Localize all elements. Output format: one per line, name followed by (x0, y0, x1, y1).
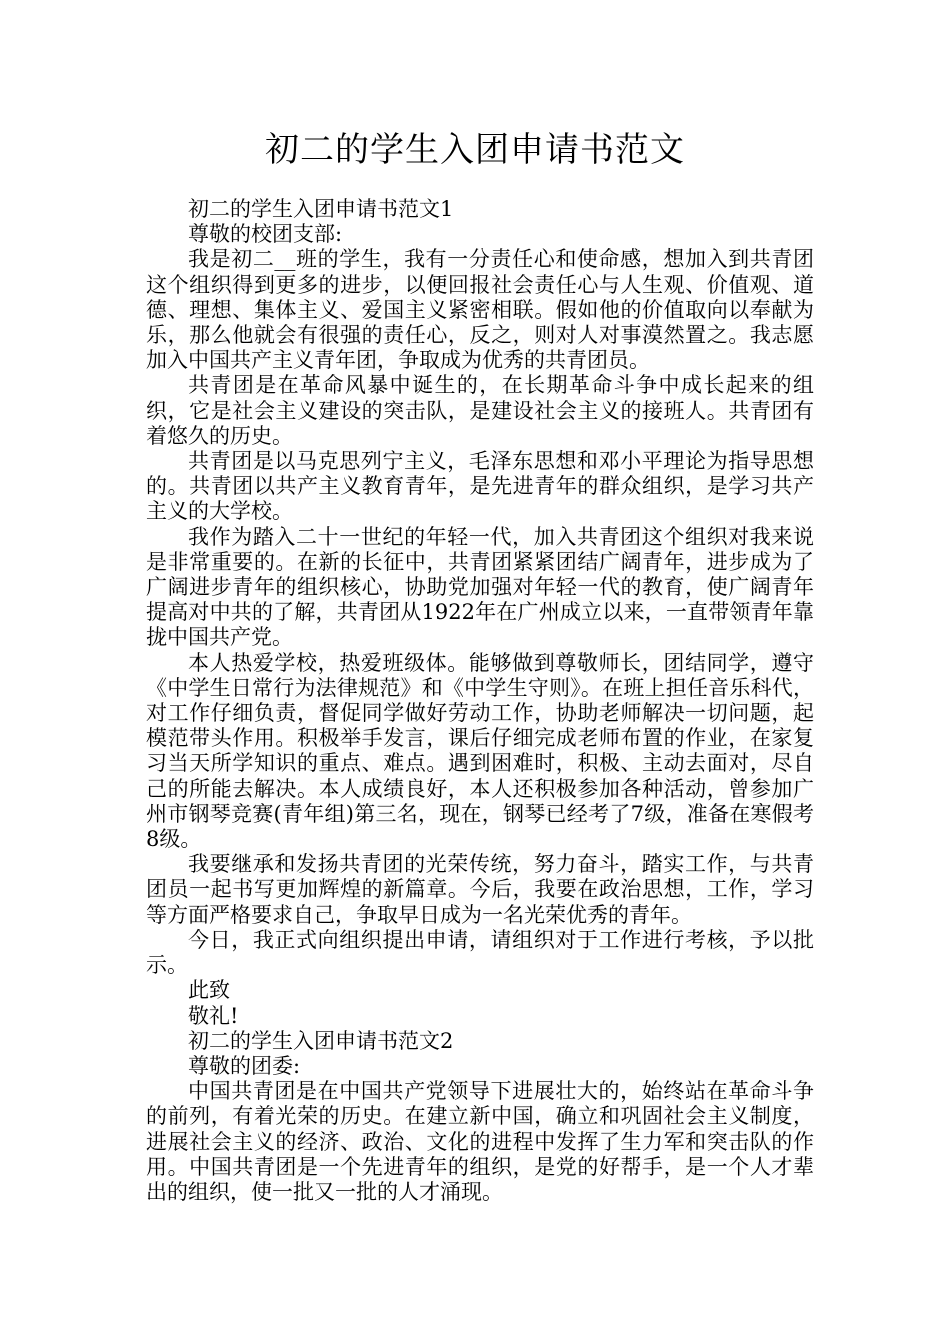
body-paragraph: 我是初二__班的学生，我有一分责任心和使命感，想加入到共青团这个组织得到更多的进步，以便回报社会责任心与人生观、价值观、道德、理想、集体主义、爱国主义紧密相联。假如他的价值取向以奉献为乐，那么他就会有很强的责任心，反之，则对人对事漠然置之。我志愿加入中国共产主义青年团，争取成为优秀的共青团员。 (146, 247, 814, 373)
document-title: 初二的学生入团申请书范文 (265, 130, 685, 170)
closing-line: 敬礼! (188, 1003, 239, 1028)
closing-line: 此致 (188, 978, 230, 1003)
body-paragraph: 我作为踏入二十一世纪的年轻一代，加入共青团这个组织对我来说是非常重要的。在新的长征中，共青团紧紧团结广阔青年，进步成为了广阔进步青年的组织核心，协助党加强对年轻一代的教育，使广阔青年提高对中共的了解，共青团从1922年在广州成立以来，一直带领青年靠拢中国共产党。 (146, 524, 814, 650)
body-paragraph: 今日，我正式向组织提出申请，请组织对于工作进行考核，予以批示。 (146, 927, 814, 978)
body-paragraph: 本人热爱学校，热爱班级体。能够做到尊敬师长，团结同学，遵守《中学生日常行为法律规范》和《中学生守则》。在班上担任音乐科代，对工作仔细负责，督促同学做好劳动工作，协助老师解决一切问题，起模范带头作用。积极举手发言，课后仔细完成老师布置的作业，在家复习当天所学知识的重点、难点。遇到困难时，积极、主动去面对，尽自己的所能去解决。本人成绩良好，本人还积极参加各种活动，曾参加广州市钢琴竞赛(青年组)第三名，现在，钢琴已经考了7级，准备在寒假考8级。 (146, 650, 814, 852)
body-paragraph: 我要继承和发扬共青团的光荣传统，努力奋斗，踏实工作，与共青团员一起书写更加辉煌的新篇章。今后，我要在政治思想，工作，学习等方面严格要求自己，争取早日成为一名光荣优秀的青年。 (146, 852, 814, 927)
body-paragraph: 共青团是在革命风暴中诞生的，在长期革命斗争中成长起来的组织，它是社会主义建设的突击队，是建设社会主义的接班人。共青团有着悠久的历史。 (146, 373, 814, 448)
salutation-2: 尊敬的团委: (188, 1053, 301, 1078)
body-paragraph: 中国共青团是在中国共产党领导下进展壮大的，始终站在革命斗争的前列，有着光荣的历史。在建立新中国，确立和巩固社会主义制度，进展社会主义的经济、政治、文化的进程中发挥了生力军和突击队的作用。中国共青团是一个先进青年的组织，是党的好帮手，是一个人才辈出的组织，使一批又一批的人才涌现。 (146, 1079, 814, 1204)
body-paragraph: 共青团是以马克思列宁主义，毛泽东思想和邓小平理论为指导思想的。共青团以共产主义教育青年，是先进青年的群众组织，是学习共产主义的大学校。 (146, 449, 814, 524)
document-body (146, 197, 814, 1205)
section-heading-1: 初二的学生入团申请书范文1 (188, 197, 454, 221)
section-heading-2: 初二的学生入团申请书范文2 (188, 1028, 454, 1053)
salutation-1: 尊敬的校团支部: (188, 222, 343, 247)
